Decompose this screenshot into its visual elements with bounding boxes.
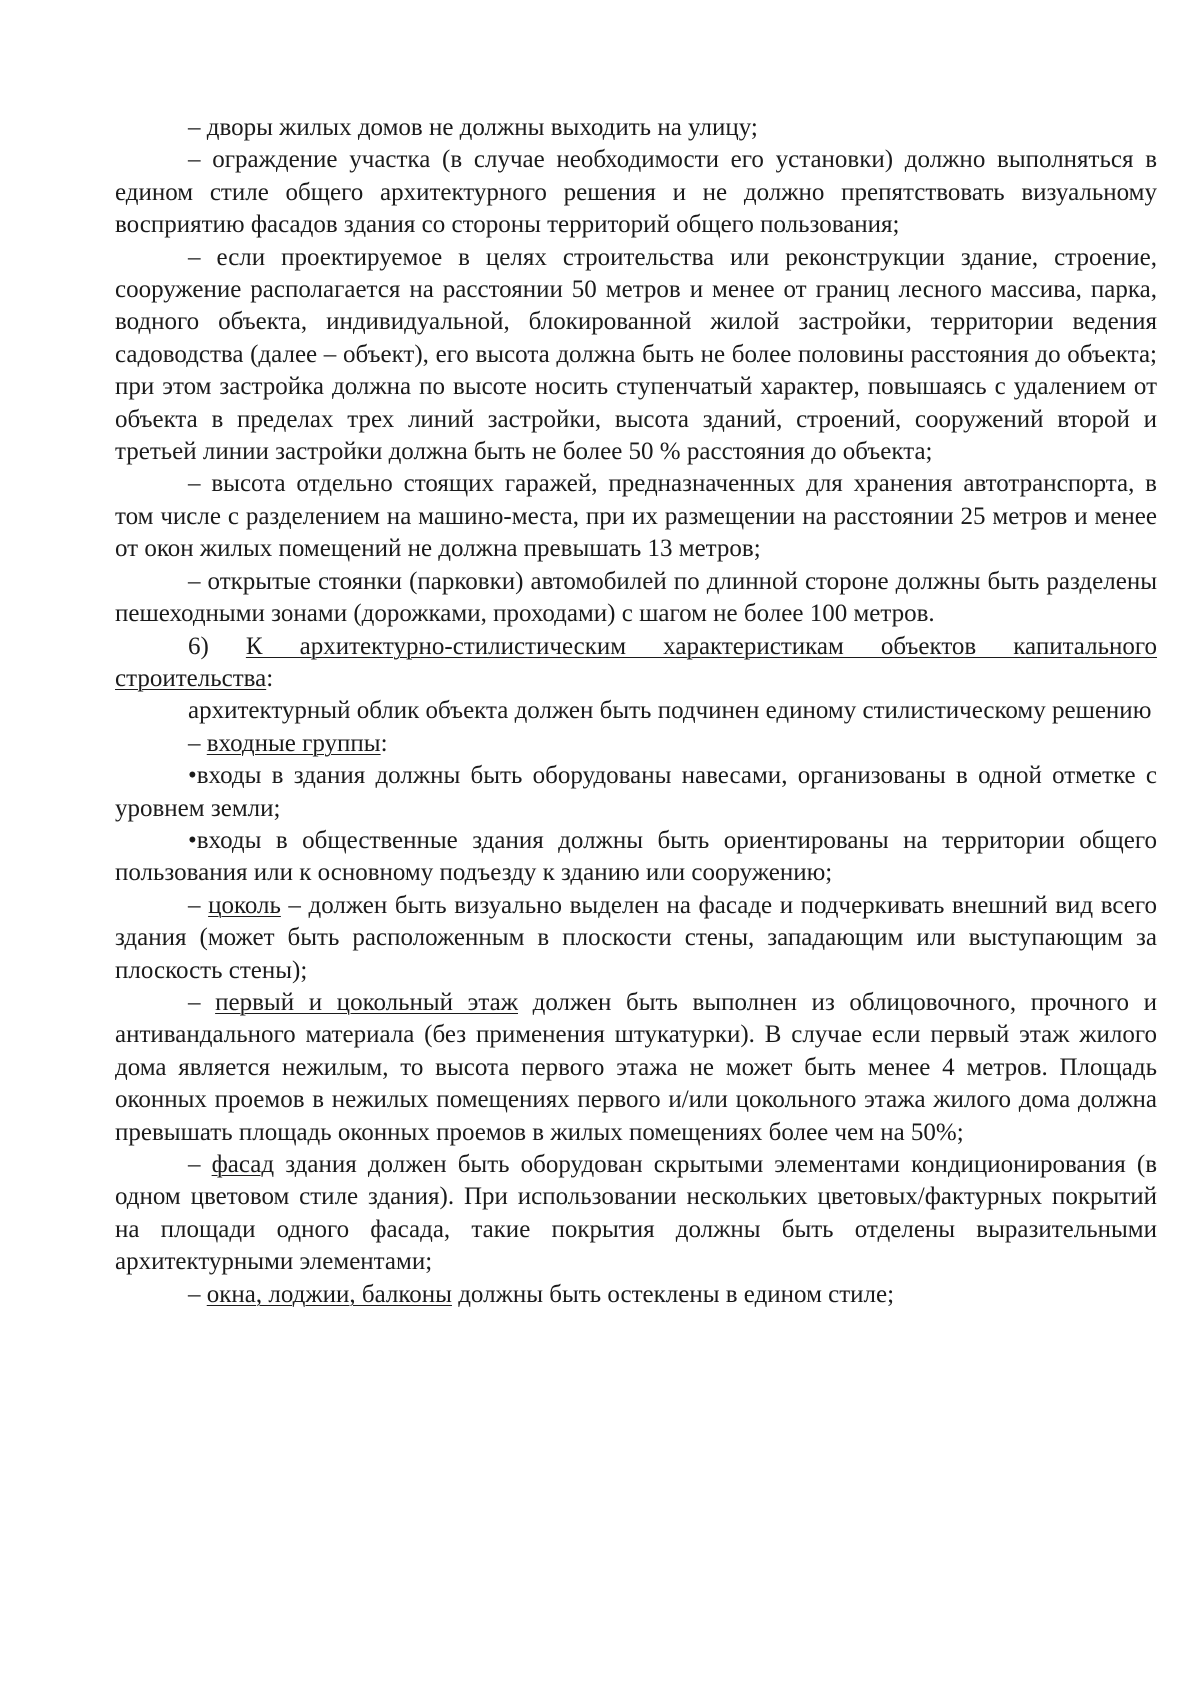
plinth-dash: – — [188, 891, 209, 919]
bullet-public-building-entrances: •входы в общественные здания должны быть ориентированы на территории общего пользования или к основному подъезду к зданию или сооружению; — [115, 826, 1157, 887]
paragraph-parking: – открытые стоянки (парковки) автомобилей по длинной стороне должны быть разделены пешеходными зонами (дорожками, проходами) с шагом не более 100 метров. — [115, 567, 1157, 628]
entrance-groups-colon: : — [380, 729, 388, 757]
paragraph-windows — [115, 1279, 1157, 1311]
paragraph-architectural-image: архитектурный облик объекта должен быть подчинен единому стилистическому решению — [188, 697, 1152, 725]
section-6-colon: : — [266, 664, 274, 692]
paragraph-plinth — [115, 890, 1157, 987]
section-6-title: К архитектурно-стилистическим характеристикам объектов капитального строительства — [115, 632, 1158, 692]
facade-dash: – — [188, 1151, 212, 1178]
facade-text: здания должен быть оборудован скрытыми элементами кондиционирования (в одном цветовом стиле здания). При использовании нескольких цветовых/фактурных покрытий на площади одного фасада, такие покрытия должны быть отделены выразительными архитектурными элементами; — [115, 1151, 1157, 1276]
paragraph-fencing: – ограждение участка (в случае необходимости его установки) должно выполняться в едином стиле общего архитектурного решения и не должно препятствовать визуальному восприятию фасадов здания со стороны территорий общего пользования; — [115, 146, 1157, 239]
paragraph-first-floor — [115, 987, 1157, 1149]
section-6-number: 6) — [188, 632, 246, 660]
paragraph-courtyards: – дворы жилых домов не должны выходить на улицу; — [188, 114, 758, 141]
paragraph-entrance-groups — [115, 728, 1157, 760]
paragraph-facade — [115, 1149, 1157, 1279]
paragraph-section-6-heading — [115, 631, 1157, 696]
entrance-groups-term: входные группы — [206, 729, 381, 757]
first-floor-text: должен быть выполнен из облицовочного, прочного и антивандального материала (без применения штукатурки). В случае если первый этаж жилого дома является нежилым, то высота первого этажа не может быть менее 4 метров. Площадь оконных проемов в нежилых помещениях первого и/или цокольного этажа жилого дома должна превышать площадь оконных проемов в жилых помещениях более чем на 50%; — [115, 988, 1158, 1146]
plinth-text: – должен быть визуально выделен на фасаде и подчеркивать внешний вид всего здания (может быть расположенным в плоскости стены, западающим или выступающим за плоскость стены); — [115, 891, 1157, 984]
facade-term: фасад — [211, 1151, 275, 1178]
entrance-groups-dash: – — [188, 729, 207, 757]
paragraph-garages: – высота отдельно стоящих гаражей, предназначенных для хранения автотранспорта, в том числе с разделением на машино-места, при их размещении на расстоянии 25 метров и менее от окон жилых помещений не должна превышать 13 метров; — [115, 470, 1157, 563]
windows-dash: – — [188, 1280, 207, 1308]
windows-text: должны быть остеклены в едином стиле; — [451, 1280, 895, 1308]
bullet-entrances-canopies: •входы в здания должны быть оборудованы навесами, организованы в одной отметке с уровнем земли; — [115, 762, 1157, 822]
windows-term: окна, лоджии, балконы — [206, 1280, 452, 1308]
paragraph-building-height: – если проектируемое в целях строительства или реконструкции здание, строение, сооружение располагается на расстоянии 50 метров и менее от границ лесного массива, парка, водного объекта, индивидуальной, блокированной жилой застройки, территории ведения садоводства (далее – объект), его высота должна быть не более половины расстояния до объекта; при этом застройка должна по высоте носить ступенчатый характер, повышаясь с удалением от объекта в пределах трех линий застройки, высота зданий, строений, сооружений второй и третьей линии застройки должна быть не более 50 % расстояния до объекта; — [115, 243, 1157, 466]
first-floor-dash: – — [188, 988, 216, 1016]
first-floor-term: первый и цокольный этаж — [215, 988, 518, 1016]
plinth-term: цоколь — [208, 891, 281, 919]
document-page — [115, 112, 1157, 1311]
